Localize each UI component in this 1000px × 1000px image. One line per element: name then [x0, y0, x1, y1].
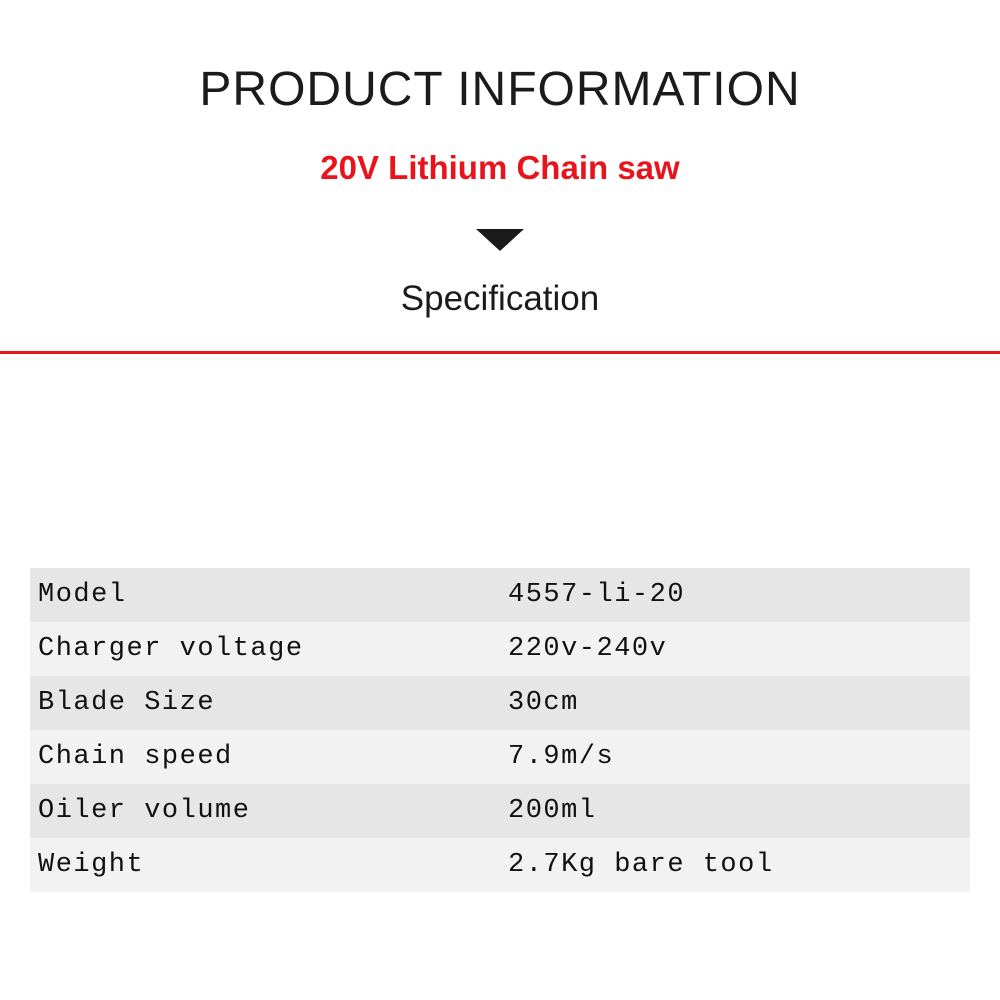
spec-label: Weight	[38, 850, 145, 880]
spec-value: 200ml	[508, 796, 597, 826]
spec-value: 30cm	[508, 688, 579, 718]
table-row	[30, 784, 970, 838]
spec-value: 2.7Kg bare tool	[508, 850, 774, 880]
chevron-down-icon-wrap	[0, 187, 1000, 251]
table-row	[30, 676, 970, 730]
spec-label: Oiler volume	[38, 796, 251, 826]
spec-value: 220v-240v	[508, 634, 668, 664]
table-row	[30, 622, 970, 676]
spec-value: 7.9m/s	[508, 742, 615, 772]
spec-label: Model	[38, 580, 127, 610]
section-title: Specification	[400, 279, 600, 319]
spec-label: Blade Size	[38, 688, 216, 718]
chevron-down-icon	[476, 229, 524, 251]
specification-table	[30, 568, 970, 892]
header-block	[0, 0, 1000, 319]
divider-rule	[0, 351, 1000, 354]
product-name-subtitle: 20V Lithium Chain saw	[320, 149, 680, 187]
page-title: PRODUCT INFORMATION	[199, 63, 801, 116]
table-row	[30, 568, 970, 622]
spec-value: 4557-li-20	[508, 580, 686, 610]
table-row	[30, 838, 970, 892]
spec-label: Charger voltage	[38, 634, 304, 664]
spec-label: Chain speed	[38, 742, 233, 772]
table-row	[30, 730, 970, 784]
